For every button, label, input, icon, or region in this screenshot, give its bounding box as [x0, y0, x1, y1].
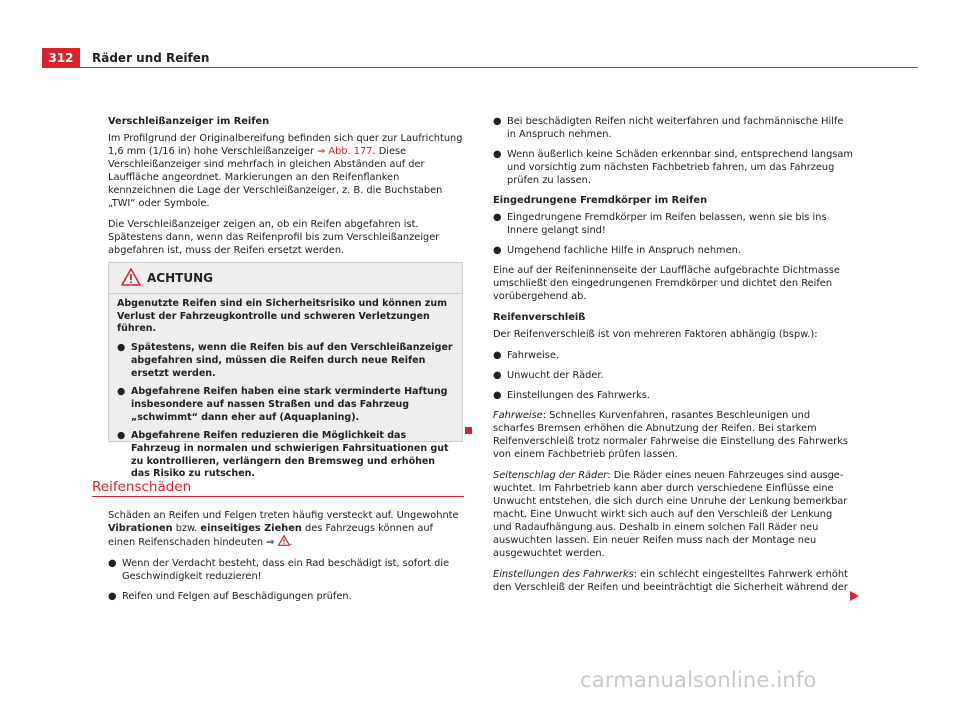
list-item-text: Einstellungen des Fahrwerks.	[507, 390, 650, 401]
bullet: ●	[493, 390, 502, 401]
paragraph-replace: Die Verschleißanzeiger zeigen an, ob ein Reifen abgefahren ist. Spätestens dann, wenn das Reifenprofil bis zum Verschleißanzeiger abgefahren ist, muss der Reifen ersetzt werden.	[108, 219, 440, 256]
bullet: ●	[493, 350, 502, 361]
section-title: Reifenschäden	[92, 479, 192, 495]
paragraph-sealant: Eine auf der Reifeninnenseite der Lauffläche aufgebrachte Dichtmasse umschließt den eingedrungenen Fremdkörper und dichtet den Reifen vorübergehend ab.	[493, 265, 840, 302]
paragraph-wheel-runout	[493, 469, 853, 560]
warning-item-text: Spätestens, wenn die Reifen bis auf den Verschleißanzeiger abgefahren sind, müssen die Reifen durch neue Reifen ersetzt werden.	[131, 342, 453, 379]
list-item-text: Wenn der Verdacht besteht, dass ein Rad beschädigt ist, sofort die Geschwindigkeit reduzieren!	[122, 558, 450, 582]
term-italic: Seitenschlag der Räder	[493, 470, 608, 481]
warning-intro: Abgenutzte Reifen sind ein Sicherheitsrisiko und können zum Verlust der Fahrzeugkontrolle und schweren Verletzungen führen.	[117, 298, 447, 335]
end-marker	[465, 427, 472, 434]
text: : ein schlecht eingestelltes Fahrwerk erhöht den Verschleiß der Reifen und beeinträchtigt die Sicherheit während der	[493, 569, 848, 593]
bullet: ●	[117, 386, 126, 398]
text: Im Profilgrund der Originalbereifung befinden sich quer zur Laufrichtung 1,6 mm (1/16 in) hohe Verschleißanzeiger	[108, 133, 463, 157]
list-item	[493, 148, 853, 187]
watermark: carmanualsonline.info	[580, 668, 817, 692]
text: des Fahrzeugs können auf einen Reifenschaden hindeuten	[108, 523, 433, 548]
header-rule	[42, 67, 918, 68]
warning-body	[109, 294, 462, 481]
list-item-text: Bei beschädigten Reifen nicht weiterfahren und fachmännische Hilfe in Anspruch nehmen.	[507, 116, 844, 140]
warning-triangle-icon	[278, 535, 290, 546]
warning-ref[interactable]	[266, 537, 289, 548]
warning-item-text: Abgefahrene Reifen haben eine stark verminderte Haftung insbesondere auf nassen Straßen und das Fahrzeug „schwimmt“ dann eher auf (Aquaplaning).	[131, 386, 448, 423]
page-number: 312	[42, 48, 80, 68]
warning-item	[117, 342, 454, 380]
warning-item	[117, 430, 454, 481]
bullet: ●	[117, 430, 126, 442]
warning-title: ACHTUNG	[147, 271, 213, 285]
text: . Diese Verschleißanzeiger sind mehrfach in gleichen Abständen auf der Lauffläche angeordnet. Markierungen an den Reifenflanken kennzeichnen die Lage der Verschleißanzeiger, z. B. die Buchstaben „TWI“ oder Symbole.	[108, 146, 443, 209]
bullet: ●	[117, 342, 126, 354]
paragraph-damage	[108, 509, 463, 549]
tyre-damage-content	[108, 509, 463, 610]
list-item	[493, 244, 853, 257]
warning-item-text: Abgefahrene Reifen reduzieren die Möglichkeit das Fahrzeug in normalen und schwierigen Fahrsituationen gut zu kontrollieren, verlängern den Bremsweg und erhöhen das Risiko zu rutschen.	[131, 430, 449, 480]
list-item-text: Umgehend fachliche Hilfe in Anspruch nehmen.	[507, 245, 741, 256]
paragraph-driving-style	[493, 409, 853, 461]
paragraph-wear-factors: Der Reifenverschleiß ist von mehreren Faktoren abhängig (bspw.):	[493, 329, 818, 340]
subheading-foreign-objects: Eingedrungene Fremdkörper im Reifen	[493, 195, 708, 206]
list-item	[493, 115, 853, 141]
ref-arrow: ⇒	[266, 537, 275, 548]
warning-header	[109, 263, 462, 294]
paragraph-wear-indicator	[108, 132, 463, 210]
list-item-text: Eingedrungene Fremdkörper im Reifen belassen, wenn sie bis ins Innere gelangt sind!	[507, 212, 827, 236]
list-item-text: Wenn äußerlich keine Schäden erkennbar sind, entsprechend langsam und vorsichtig zum nächsten Fachbetrieb fahren, um das Fahrzeug prüfen zu lassen.	[507, 149, 853, 186]
term-italic: Einstellungen des Fahrwerks	[493, 569, 634, 580]
paragraph-chassis-settings	[493, 568, 853, 594]
bullet: ●	[493, 212, 502, 223]
chapter-title: Räder und Reifen	[92, 51, 210, 65]
continue-arrow-icon	[850, 591, 859, 601]
list-item	[493, 369, 853, 382]
text-bold: einseitiges Ziehen	[200, 523, 302, 534]
bullet: ●	[493, 116, 502, 127]
bullet: ●	[493, 370, 502, 381]
warning-item	[117, 386, 454, 424]
figure-link[interactable]: ⇒ Abb. 177	[317, 146, 373, 157]
list-item	[108, 590, 463, 603]
subheading-wear-indicator: Verschleißanzeiger im Reifen	[108, 116, 270, 127]
term-italic: Fahrweise	[493, 410, 543, 421]
right-column	[493, 115, 853, 602]
list-item	[493, 389, 853, 402]
bullet: ●	[108, 591, 117, 602]
section-rule	[92, 496, 464, 497]
warning-triangle-icon	[121, 268, 141, 286]
text: Schäden an Reifen und Felgen treten häufig versteckt auf. Ungewohnte	[108, 510, 459, 521]
text: bzw.	[172, 523, 201, 534]
bullet: ●	[493, 149, 502, 160]
text: : Die Räder eines neuen Fahrzeuges sind ausgewuchtet. Im Fahrbetrieb kann aber durch verschiedene Einflüsse eine Unwucht entstehen, die sich durch eine Unruhe der Lenkung bemerkbar macht. Eine Unwucht wirkt sich auch auf den Verschleiß der Lenkung und Radaufhängung aus. Deshalb in einem solchen Fall Räder neu auswuchten lassen. Ein neuer Reifen muss nach der Montage neu ausgewuchtet werden.	[493, 470, 848, 559]
text: .	[289, 537, 293, 548]
list-item	[493, 211, 853, 237]
left-column	[108, 115, 463, 265]
list-item-text: Fahrweise.	[507, 350, 559, 361]
bullet: ●	[108, 558, 117, 569]
text-bold: Vibrationen	[108, 523, 173, 534]
text: : Schnelles Kurvenfahren, rasantes Beschleunigen und scharfes Bremsen erhöhen die Abnutzung der Reifen. Bei starkem Reifenverschleiß trotz normaler Fahrweise die Einstellung des Fahrwerks von einem Fachbetrieb prüfen lassen.	[493, 410, 848, 460]
list-item	[493, 349, 853, 362]
list-item	[108, 557, 463, 583]
subheading-wear: Reifenverschleiß	[493, 312, 586, 323]
list-item-text: Reifen und Felgen auf Beschädigungen prüfen.	[122, 591, 352, 602]
list-item-text: Unwucht der Räder.	[507, 370, 604, 381]
bullet: ●	[493, 245, 502, 256]
warning-box	[108, 262, 463, 480]
